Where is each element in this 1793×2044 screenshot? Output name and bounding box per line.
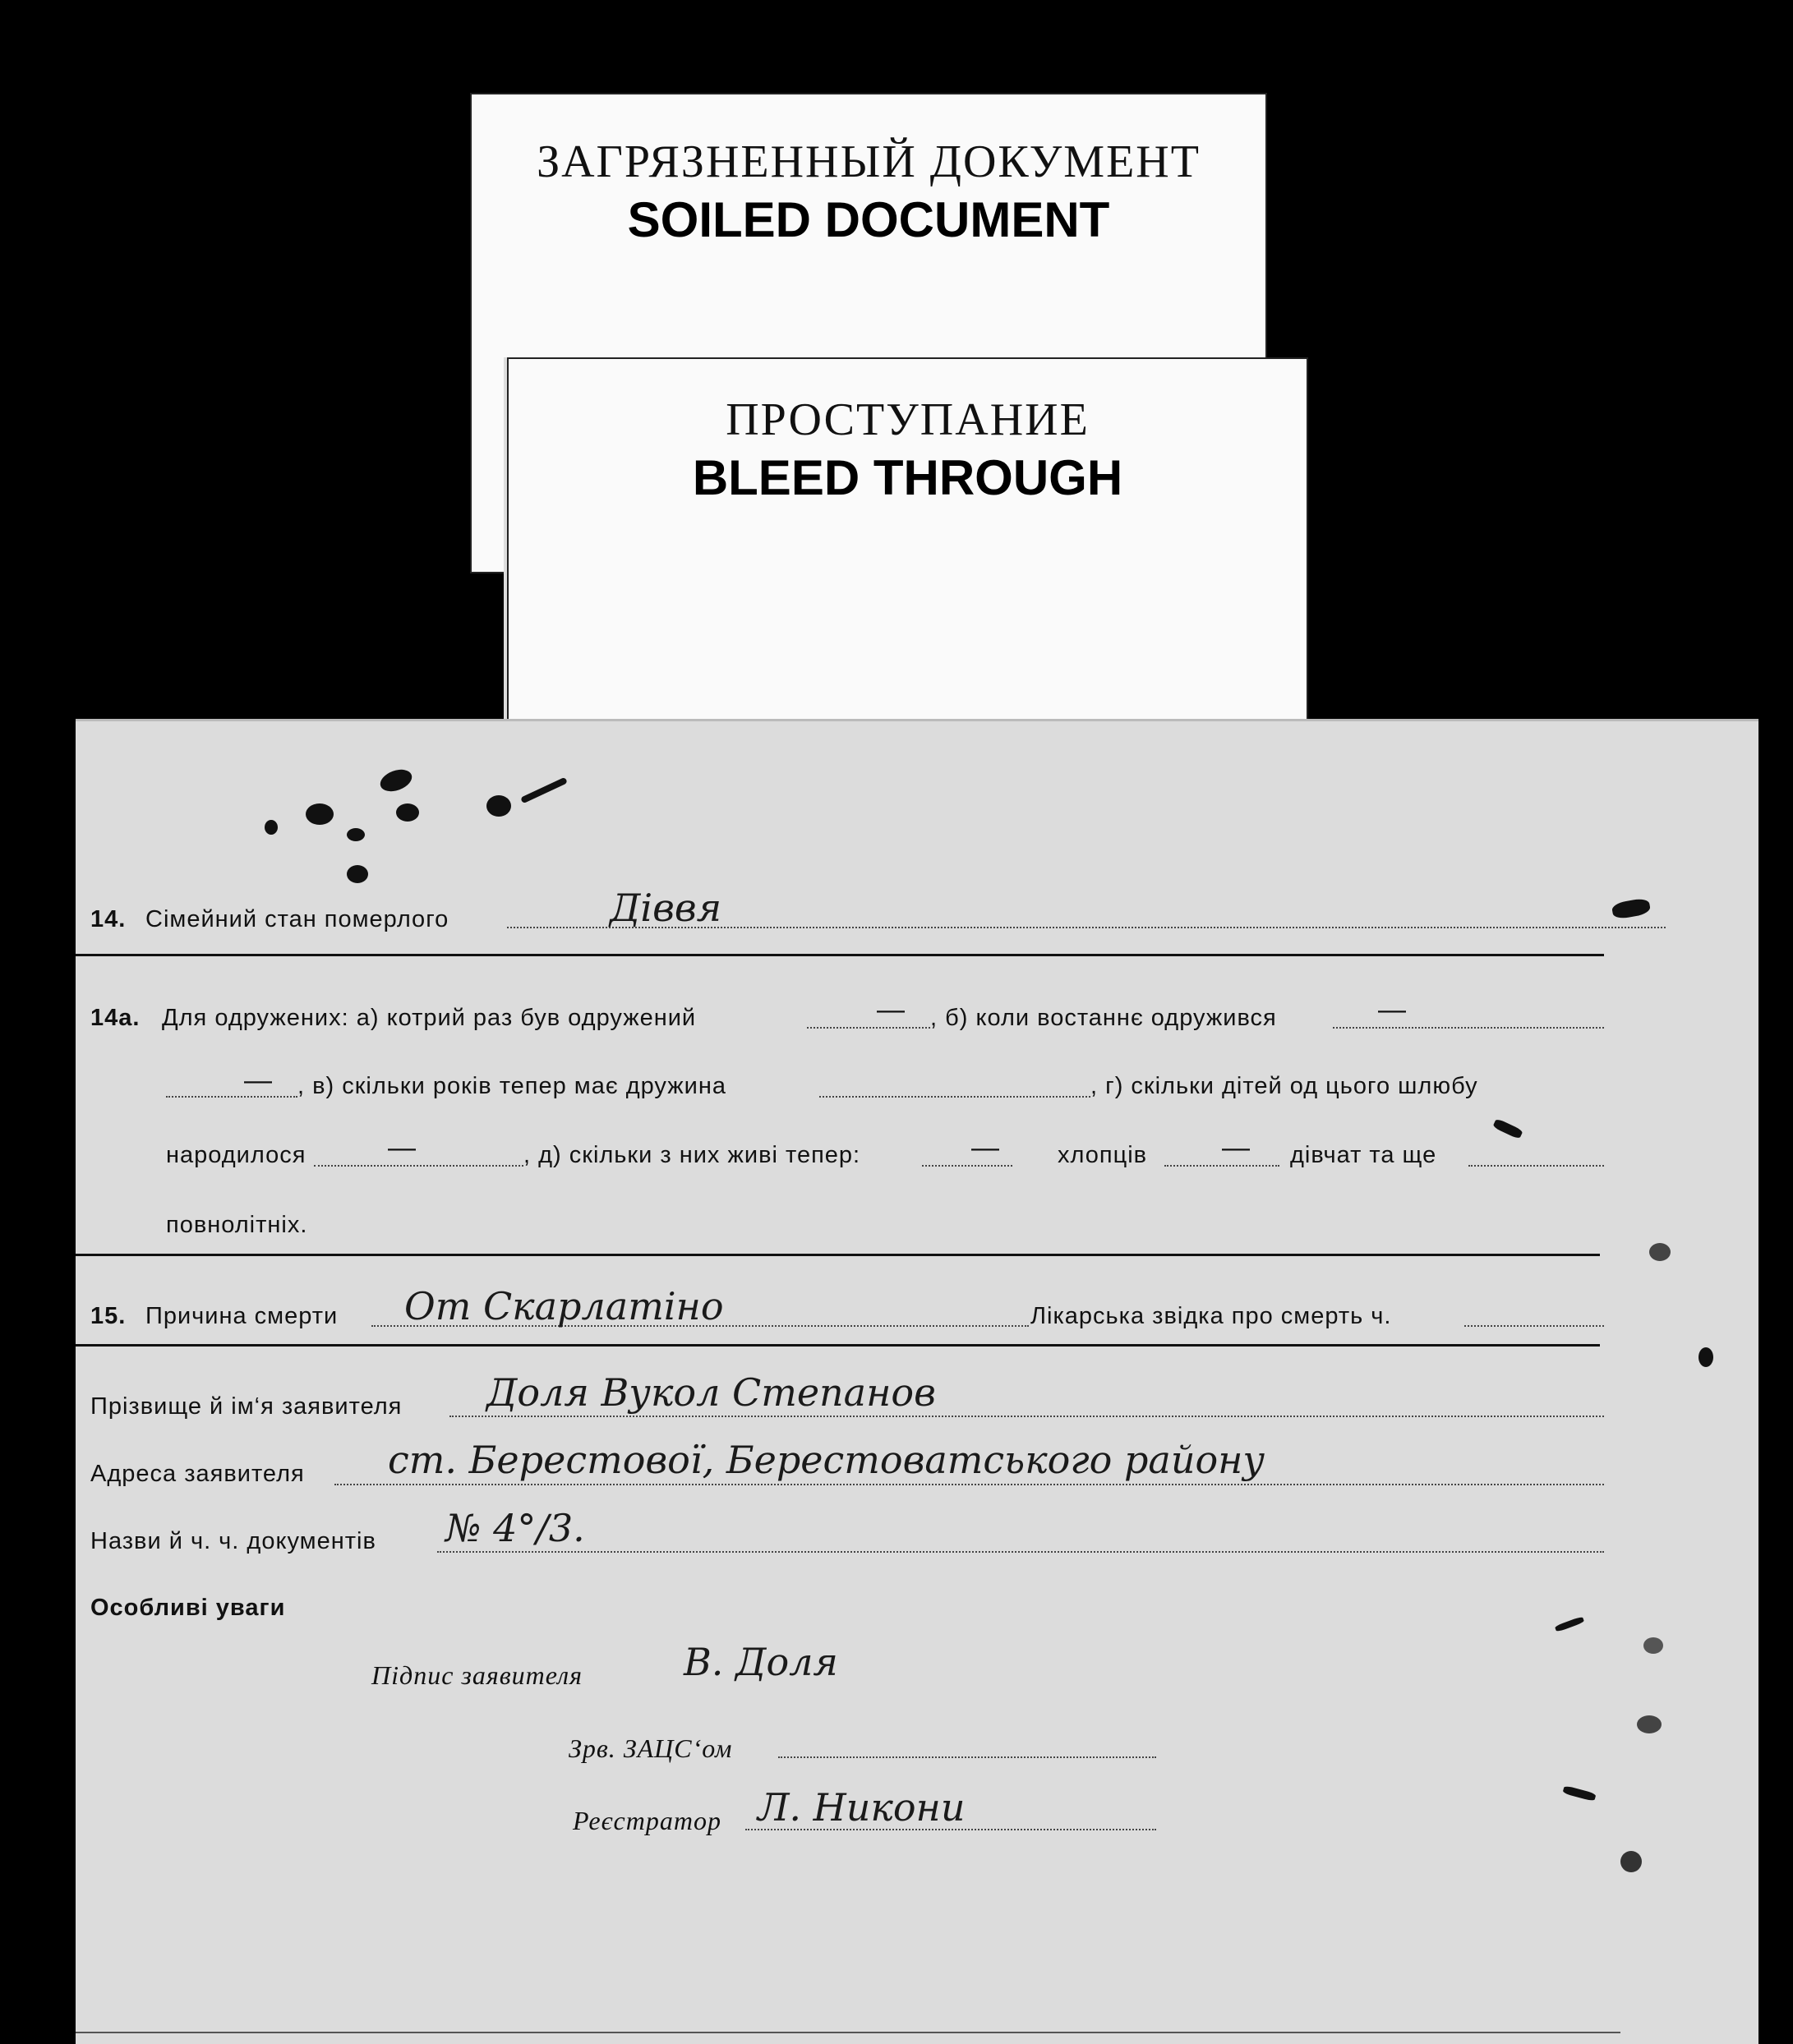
tear-hole [1699,1347,1713,1367]
section-divider [76,1344,1600,1347]
ink-blot [377,766,415,795]
tear-hole [1620,1851,1642,1872]
applicant-address-answer: ст. Берестової, Берестоватського району [388,1438,1265,1482]
registrar-label: Реєстратор [573,1806,721,1835]
q14a-born-label: народилося [166,1142,307,1168]
documents-line [437,1551,1604,1553]
soiled-notice-ru: ЗАГРЯЗНЕННЫЙ ДОКУМЕНТ [537,136,1201,187]
q14a-number: 14а. [90,1005,141,1031]
death-record-form [76,719,1758,2044]
bleed-notice-ru: ПРОСТУПАНИЕ [726,394,1090,445]
registrar-signature: Л. Никони [758,1785,966,1830]
q14a-part-b: , б) коли востаннє одружився [930,1005,1277,1031]
q15-answer: От Скарлатіно [404,1284,724,1328]
q14a-boys-answer: — [1222,1132,1251,1163]
ink-smear [520,777,568,804]
documents-label: Назви й ч. ч. документів [90,1528,376,1554]
zags-line [778,1756,1156,1758]
q14a-part-v: , в) скільки років тепер має дружина [297,1073,727,1099]
applicant-address-line [334,1484,1604,1485]
q14a-v-line [819,1096,1090,1098]
tear-hole [1611,897,1652,920]
q14a-girls-line [1468,1165,1604,1167]
tear-hole [1492,1118,1523,1139]
q14-number: 14. [90,906,127,932]
ink-blot [347,865,368,883]
notes-label: Особливі уваги [90,1595,286,1621]
q15-label: Причина смерти [145,1303,339,1329]
q15-medical-line [1464,1325,1604,1327]
applicant-signature: В. Доля [684,1640,838,1684]
q14a-part-a: Для одружених: а) котрий раз був одружений [162,1005,697,1031]
documents-answer: № 4°/3. [445,1506,585,1550]
applicant-name-label: Прізвище й ім‘я заявителя [90,1393,403,1420]
tear-hole [1643,1637,1663,1654]
q14a-part-g: , г) скільки дітей од цього шлюбу [1090,1073,1478,1099]
ink-blot [306,803,334,825]
q15-medical-label: Лікарська звідка про смерть ч. [1030,1303,1392,1329]
q14a-b-answer: — [1378,994,1407,1025]
tear-hole [1555,1616,1585,1632]
q14a-born-answer: — [388,1132,417,1163]
tear-hole [1649,1243,1671,1261]
q14a-adults-label: повнолітніх. [166,1212,308,1238]
q14a-d-line [922,1165,1012,1167]
q14a-born-line [314,1165,523,1167]
q14-label: Сімейний стан померлого [145,906,449,932]
tear-hole [1562,1785,1596,1802]
q14a-b-line-cont [166,1096,297,1098]
q14a-boys-line [1164,1165,1279,1167]
q14a-b-line [1333,1027,1604,1029]
applicant-address-label: Адреса заявителя [90,1461,305,1487]
q14a-a-answer: — [877,994,906,1025]
section-divider [76,1254,1600,1256]
q14a-girls-label: дівчат та ще [1290,1142,1437,1168]
q14a-part-d: , д) скільки з них живі тепер: [523,1142,861,1168]
q14a-d-answer: — [971,1132,1000,1163]
q14a-b-answer-cont: — [244,1065,273,1096]
bottom-edge [76,2032,1620,2033]
ink-blot [396,803,419,822]
tear-hole [1637,1715,1662,1733]
ink-blot [347,828,365,841]
applicant-name-answer: Доля Вукол Степанов [486,1370,936,1415]
signature-label: Підпис заявителя [371,1660,583,1690]
ink-blot [486,795,511,817]
ink-blot [265,820,278,835]
q14a-a-line [807,1027,930,1029]
zags-label: Зрв. ЗАЦС‘ом [569,1733,733,1763]
applicant-name-line [449,1416,1604,1417]
q14-answer: Діввя [610,886,722,930]
q14a-boys-label: хлопців [1058,1142,1148,1168]
bleed-through-notice [507,357,1308,727]
bleed-notice-en: BLEED THROUGH [692,450,1123,505]
section-divider [76,954,1604,956]
q15-number: 15. [90,1303,127,1329]
soiled-notice-en: SOILED DOCUMENT [627,192,1110,247]
